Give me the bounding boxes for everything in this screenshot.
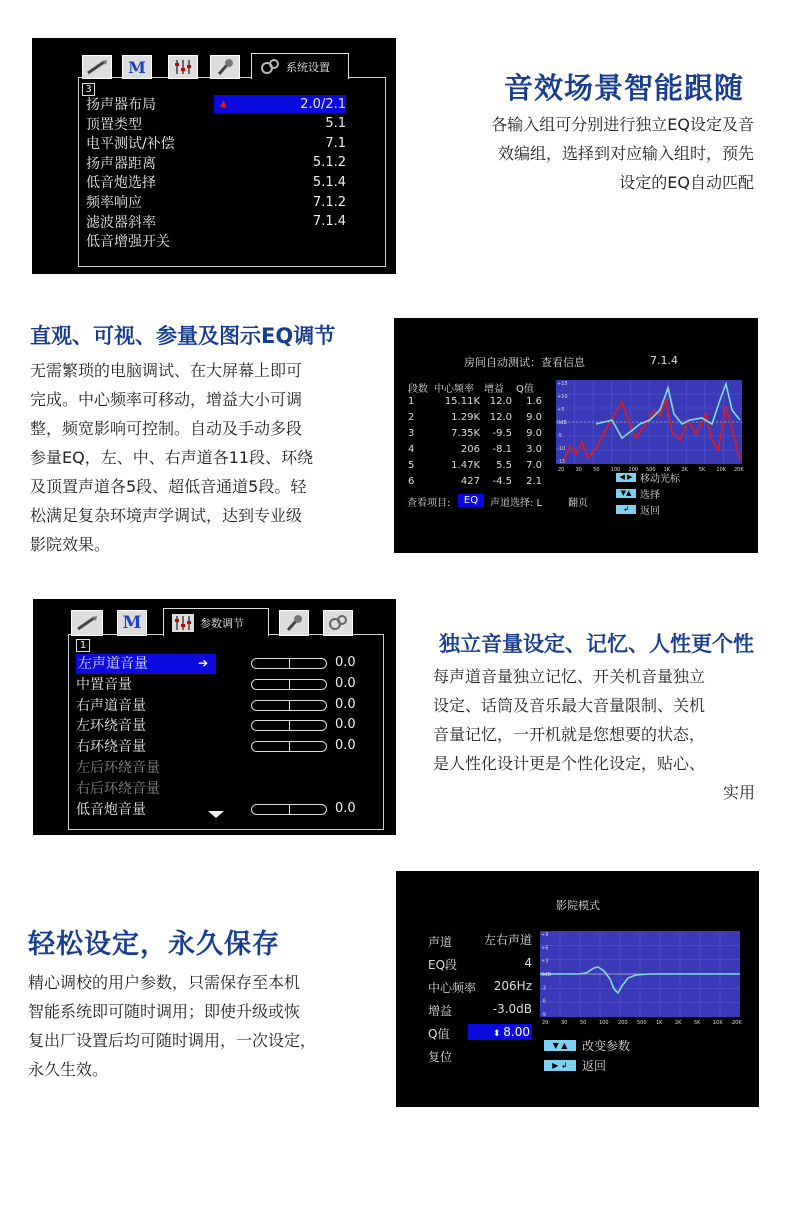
table-cell: 206: [460, 444, 480, 455]
menu-row[interactable]: [86, 172, 352, 192]
volume-value: 0.0: [335, 717, 356, 733]
table-cell: 15.11K: [444, 396, 480, 407]
page-number: 3: [82, 83, 95, 96]
tab-m-logo-icon[interactable]: M: [122, 55, 152, 79]
param-label[interactable]: EQ段: [428, 958, 458, 972]
param-value-text: 左右声道: [483, 933, 532, 947]
table-row[interactable]: [408, 444, 552, 460]
x-tick-label: 20K: [734, 467, 744, 473]
param-value-text: -3.0dB: [492, 1002, 532, 1016]
y-tick-label: -9: [541, 1012, 546, 1018]
table-cell: 7.0: [526, 460, 542, 471]
param-value[interactable]: [468, 932, 532, 948]
param-value[interactable]: [468, 1024, 532, 1040]
menu-row[interactable]: [86, 94, 352, 114]
s3-body: 每声道音量独立记忆、开关机音量独立 设定、话筒及音乐最大音量限制、关机 音量记忆，一开机就是您想要的状态， 是人性化设计更是个性化设定，贴心、 实用: [433, 667, 755, 802]
eq-graph: [540, 931, 740, 1029]
table-cell: -8.1: [492, 444, 512, 455]
table-cell: 2.1: [526, 476, 542, 487]
table-cell: -4.5: [492, 476, 512, 487]
tab-label: 系统设置: [286, 60, 330, 74]
volume-row-label[interactable]: 左声道音量: [76, 654, 216, 674]
x-tick-label: 5K: [694, 1020, 701, 1026]
param-label[interactable]: 增益: [428, 1004, 453, 1018]
volume-value: 0.0: [335, 800, 356, 816]
up-down-keys-icon: ▼ ▲: [544, 1040, 576, 1051]
param-label[interactable]: 中心频率: [428, 981, 477, 995]
menu-value-wrap: [214, 95, 346, 113]
tab-label: 参数调节: [200, 616, 244, 630]
tab-mixer-icon[interactable]: [168, 55, 198, 79]
eq-table: [408, 380, 552, 492]
menu-label: 滤波器斜率: [86, 214, 156, 231]
param-value[interactable]: [468, 955, 532, 971]
y-tick-label: -15: [557, 459, 566, 465]
eq-graph: [556, 380, 742, 474]
volume-row-label[interactable]: 中置音量: [76, 676, 132, 693]
x-tick-label: 500: [646, 467, 656, 473]
hint-move-cursor[interactable]: ◀ ▶ 移动光标: [616, 470, 680, 485]
param-label[interactable]: 声道: [428, 935, 453, 949]
menu-label: 电平测试/补偿: [86, 136, 175, 153]
menu-value-wrap: [325, 116, 346, 131]
tab-microphone-icon[interactable]: [279, 610, 309, 636]
x-tick-label: 50: [580, 1020, 587, 1026]
table-row[interactable]: [408, 396, 552, 412]
hint-back[interactable]: ↲ 返回: [616, 502, 660, 517]
s4-body: 精心调校的用户参数，只需保存至本机 智能系统即可随时调用；即使升级或恢 复出厂设置后均可随时调用，一次设定， 永久生效。: [28, 973, 317, 1079]
menu-label: 扬声器距离: [86, 155, 156, 172]
screen-title: 影院模式: [556, 899, 600, 912]
menu-label: 低音增强开关: [86, 234, 170, 251]
y-tick-label: +15: [557, 381, 568, 387]
table-cell: 7.35K: [451, 428, 480, 439]
mixer-icon: [172, 614, 194, 632]
tab-audio-cable-icon[interactable]: [71, 610, 103, 636]
x-tick-label: 2K: [675, 1020, 682, 1026]
volume-slider[interactable]: [251, 804, 327, 815]
up-down-arrow-icon: ⬍: [492, 1029, 504, 1039]
table-cell: 9.0: [526, 412, 542, 423]
y-tick-label: +5: [557, 407, 565, 413]
menu-label: 扬声器布局: [86, 97, 156, 113]
x-tick-label: 20K: [732, 1020, 742, 1026]
table-row[interactable]: [408, 412, 552, 428]
table-cell: 12.0: [489, 396, 512, 407]
cinema-mode-screen: [396, 871, 759, 1107]
page-number: 1: [76, 639, 90, 652]
up-down-keys-icon: ▼▲: [616, 489, 636, 498]
menu-row[interactable]: [86, 231, 352, 251]
screen-title: 房间自动测试：查看信息: [464, 356, 585, 369]
menu-value-wrap: [313, 155, 346, 170]
x-tick-label: 30: [575, 467, 582, 473]
param-value-text: 206Hz: [493, 979, 532, 993]
tab-audio-cable-icon[interactable]: [82, 55, 112, 79]
table-row[interactable]: [408, 476, 552, 492]
tab-gears-icon[interactable]: [323, 610, 353, 636]
column-header: 段数: [408, 384, 428, 395]
tab-system-settings[interactable]: [251, 53, 349, 79]
menu-value-wrap: [313, 175, 346, 190]
volume-row-label[interactable]: 低音炮音量: [76, 801, 146, 818]
menu-value: 7.1.2: [312, 194, 346, 210]
y-tick-label: 0dB: [541, 972, 551, 978]
return-key-icon: ▶ ↲: [544, 1060, 576, 1071]
x-tick-label: 2K: [681, 467, 688, 473]
s1-body: 各输入组可分别进行独立EQ设定及音 效编组，选择到对应输入组时，预先 设定的EQ自动匹配: [491, 115, 754, 192]
y-tick-label: -6: [541, 998, 546, 1005]
volume-slider[interactable]: [251, 658, 327, 669]
volume-value: 0.0: [335, 655, 356, 670]
volume-slider[interactable]: [251, 720, 327, 731]
channel-label[interactable]: 声道选择: L: [490, 498, 543, 509]
x-tick-label: 20: [558, 467, 565, 473]
s3-heading: 独立音量设定、记忆、人性更个性: [439, 632, 754, 656]
x-tick-label: 100: [610, 467, 621, 473]
tab-parameter-adjust[interactable]: [163, 608, 269, 636]
room-test-screen: [394, 318, 758, 553]
selection-arrow-icon: ➔: [198, 656, 209, 670]
table-cell: 3.0: [526, 444, 542, 455]
view-value[interactable]: EQ: [458, 494, 484, 507]
x-tick-label: 500: [637, 1020, 647, 1026]
x-tick-label: 5K: [698, 467, 706, 473]
volume-value: 0.0: [335, 696, 356, 712]
x-tick-label: 10K: [713, 1020, 723, 1026]
x-tick-label: 100: [599, 1020, 609, 1026]
volume-slider[interactable]: [251, 741, 327, 752]
menu-value: 7.1: [325, 135, 346, 151]
param-label[interactable]: Q值: [428, 1027, 450, 1041]
gears-icon: [260, 58, 280, 76]
return-key-icon: ↲: [616, 505, 636, 514]
column-header: 中心频率: [434, 384, 474, 395]
menu-value-wrap: [313, 214, 346, 229]
menu-value: 5.1.2: [312, 155, 346, 171]
volume-value: 0.0: [335, 675, 356, 691]
tab-m-logo-icon[interactable]: M: [117, 610, 147, 636]
x-tick-label: 1K: [656, 1020, 663, 1026]
menu-value: 7.1.4: [312, 214, 346, 230]
y-tick-label: +10: [557, 394, 568, 400]
tab-microphone-icon[interactable]: [210, 55, 240, 79]
s4-heading: 轻松设定，永久保存: [28, 929, 280, 960]
menu-label: 频率响应: [86, 195, 142, 211]
selection-arrow-icon: ▲: [220, 99, 227, 109]
hint-select[interactable]: ▼▲ 选择: [616, 486, 660, 501]
volume-slider[interactable]: [251, 700, 327, 711]
param-value-text: 8.00: [503, 1025, 530, 1039]
table-row[interactable]: [408, 460, 552, 476]
x-tick-label: 200: [628, 467, 638, 473]
column-header: 增益: [484, 384, 504, 395]
table-cell: -9.5: [492, 428, 512, 439]
table-cell: 3: [408, 428, 415, 439]
table-header: [408, 380, 552, 396]
menu-value: 5.1.4: [312, 174, 346, 190]
scroll-down-icon[interactable]: [208, 811, 224, 818]
table-cell: 1.47K: [451, 460, 480, 471]
table-row[interactable]: [408, 428, 552, 444]
hint-change-param[interactable]: ▼ ▲ 改变参数: [544, 1037, 630, 1054]
s2-body: 无需繁琐的电脑调试、在大屏幕上即可 完成。中心频率可移动，增益大小可调 整，频宽影响可控制。自动及手动多段 参量EQ，左、中、右声道各11段、环绕 及顶置声道各5段、超低音通道5段。轻 松满足复杂环境声学调试，达到专业级 影院效果。: [30, 361, 314, 554]
y-tick-label: 0dB: [557, 420, 567, 426]
x-tick-label: 1K: [663, 467, 671, 473]
s2-heading: 直观、可视、参量及图示EQ调节: [30, 324, 336, 348]
param-value[interactable]: [468, 1001, 532, 1017]
view-label: 查看项目:: [407, 498, 451, 509]
table-cell: 5: [408, 460, 415, 471]
table-cell: 4: [408, 444, 415, 455]
menu-row[interactable]: [86, 133, 352, 153]
y-tick-label: -5: [557, 433, 562, 439]
table-cell: 2: [408, 412, 415, 423]
table-cell: 1.29K: [451, 412, 480, 423]
param-value[interactable]: [468, 978, 532, 994]
y-tick-label: +6: [541, 945, 549, 952]
x-tick-label: 200: [618, 1020, 628, 1026]
x-tick-label: 10K: [716, 467, 727, 473]
table-cell: 5.5: [496, 460, 512, 471]
table-cell: 6: [408, 476, 415, 487]
volume-row-label[interactable]: 左环绕音量: [76, 718, 146, 735]
menu-row[interactable]: [86, 212, 352, 232]
table-cell: 1.6: [526, 396, 542, 407]
y-tick-label: +3: [541, 958, 549, 965]
x-tick-label: 30: [561, 1020, 568, 1026]
menu-row[interactable]: [86, 153, 352, 173]
menu-value: 2.0/2.1: [300, 96, 346, 112]
y-tick-label: +9: [541, 932, 549, 938]
left-right-keys-icon: ◀ ▶: [616, 473, 636, 482]
table-cell: 9.0: [526, 428, 542, 439]
y-tick-label: -3: [541, 985, 546, 992]
table-cell: 12.0: [489, 412, 512, 423]
hint-back[interactable]: ▶ ↲ 返回: [544, 1057, 606, 1074]
menu-value-wrap: [313, 195, 346, 210]
y-tick-label: -10: [557, 446, 566, 452]
menu-row[interactable]: [86, 114, 352, 134]
menu-value: 5.1: [325, 116, 346, 132]
x-tick-label: 50: [593, 467, 600, 473]
menu-row[interactable]: [86, 192, 352, 212]
menu-label: 低音炮选择: [86, 175, 156, 192]
column-header: Q值: [516, 384, 534, 395]
volume-value: 0.0: [335, 738, 356, 754]
volume-row-label[interactable]: 右声道音量: [76, 697, 146, 714]
param-value-text: 4: [524, 956, 532, 970]
menu-value-wrap: [325, 136, 346, 151]
volume-row-label[interactable]: 左后环绕音量: [76, 760, 160, 776]
table-cell: 1: [408, 396, 415, 407]
table-cell: 427: [460, 476, 480, 487]
volume-row-label[interactable]: 右环绕音量: [76, 739, 146, 756]
volume-row-label[interactable]: 右后环绕音量: [76, 780, 160, 797]
menu-label: 顶置类型: [86, 116, 142, 133]
page-label[interactable]: 翻页: [568, 498, 588, 509]
x-tick-label: 20: [542, 1020, 549, 1026]
volume-slider[interactable]: [251, 679, 327, 690]
mode-label: 7.1.4: [650, 354, 678, 367]
s1-heading: 音效场景智能跟随: [504, 71, 745, 105]
param-label[interactable]: 复位: [428, 1050, 453, 1064]
